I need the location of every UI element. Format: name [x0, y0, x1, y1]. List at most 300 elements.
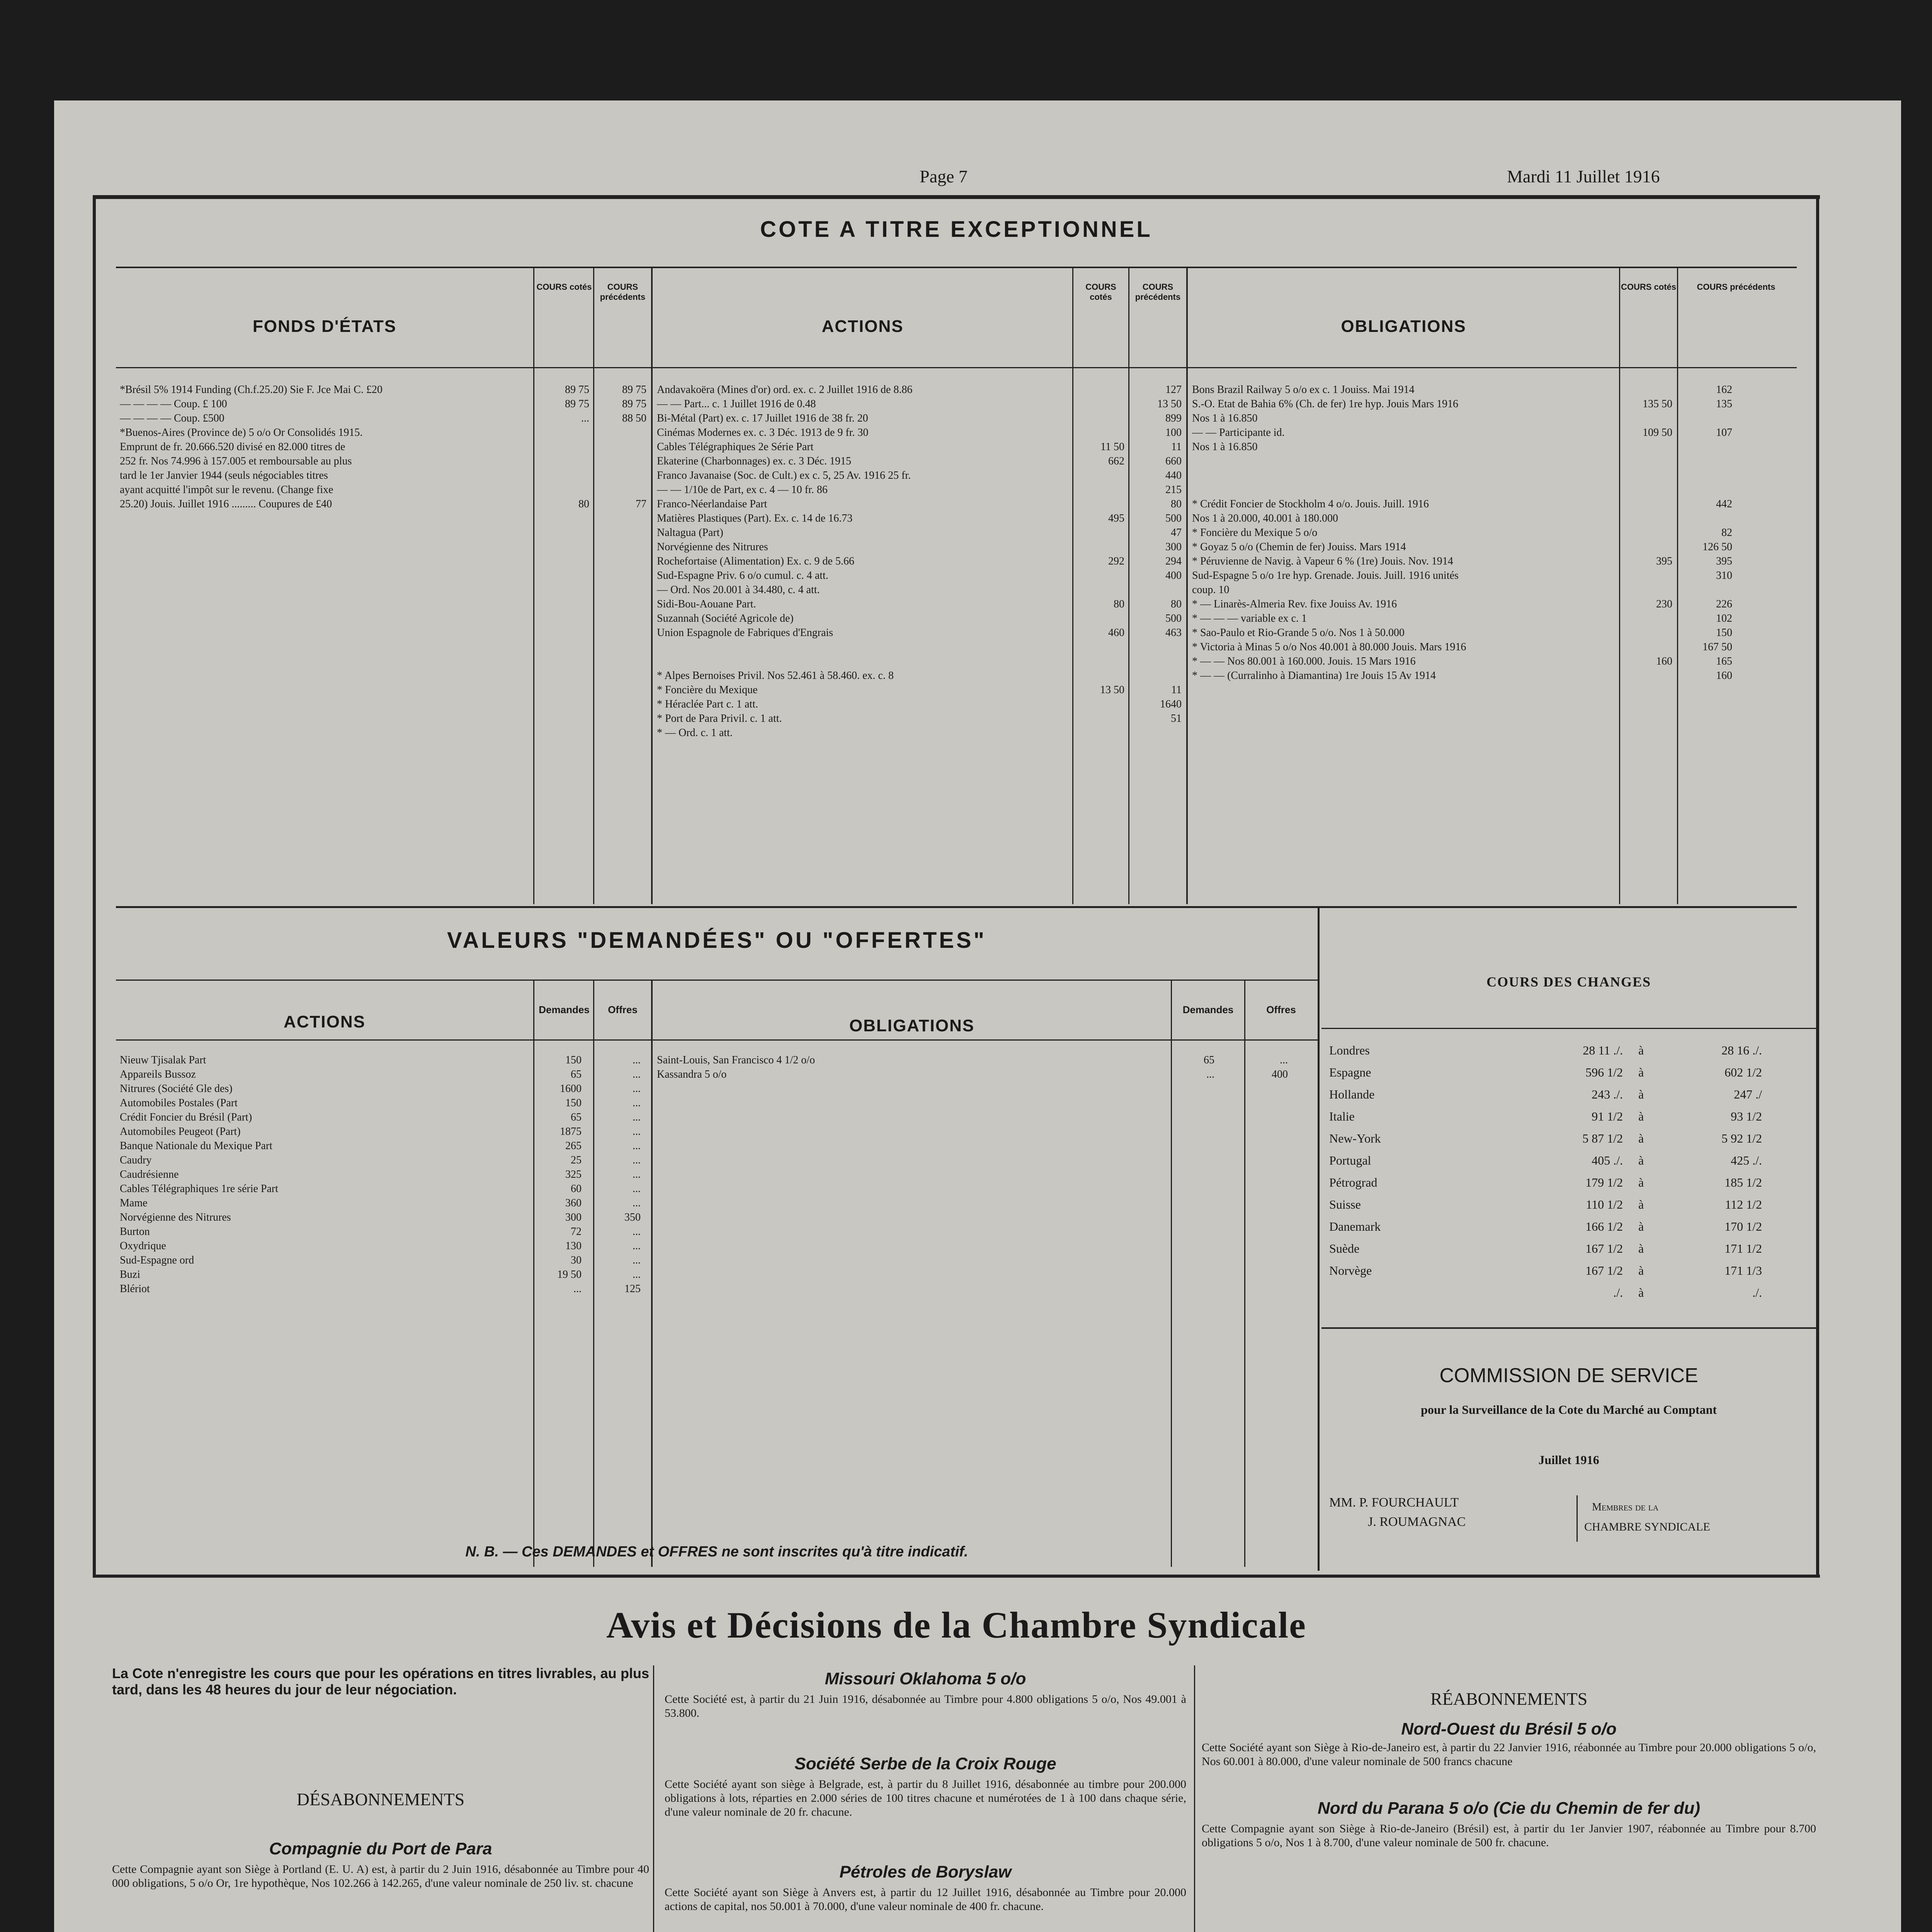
serbe-text: Cette Société ayant son siège à Belgrade, est, à partir du 8 Juillet 1916, désabonnée au timbre pour 200.000 obligations à lots, réparties en 2.000 séries de 100 titres chacune et numérotées de 1 à 100 dans chaque série, d'une valeur nominale de 20 fr. chacune. — [665, 1778, 1186, 1818]
actions-col-cotes: COURS cotés — [1085, 282, 1116, 302]
valeurs-demande-cell: 1600 — [560, 1083, 582, 1095]
change-sep: à — [1638, 1109, 1644, 1123]
actions-prec-cell: 1640 — [1160, 698, 1182, 710]
commission-rule — [1321, 1327, 1816, 1329]
oblig-cours-cell — [1620, 526, 1672, 540]
oblig-prec-cell — [1678, 468, 1732, 483]
oblig-row: * Foncière du Mexique 5 o/o — [1192, 527, 1318, 539]
actions-prec-cell: 51 — [1171, 713, 1182, 724]
change-sep: à — [1638, 1219, 1644, 1233]
change-sep: à — [1638, 1197, 1644, 1211]
actions-row: — — 1/10e de Part, ex c. 4 — 10 fr. 86 — [657, 484, 828, 496]
oblig-prec-cell: 135 — [1716, 398, 1732, 410]
oblig-cours-cell — [1620, 640, 1672, 654]
change-rate-b: 112 1/2 — [1725, 1197, 1762, 1211]
fonds-cours-cell — [535, 454, 589, 468]
valeurs-offre-cell: ... — [633, 1097, 641, 1109]
valeurs-demande-cell: 1875 — [560, 1126, 582, 1138]
oblig-prec-cell: 310 — [1716, 570, 1732, 582]
para-title: Compagnie du Port de Para — [269, 1839, 492, 1858]
valeurs-offre-cell: ... — [633, 1140, 641, 1152]
actions-cours-cell — [1073, 654, 1124, 668]
change-row — [1329, 1286, 1812, 1308]
valeurs-action-row: Oxydrique — [120, 1240, 166, 1252]
valeurs-demande-cell: 325 — [565, 1168, 582, 1180]
oblig-prec-cell — [1678, 411, 1732, 425]
oblig-list — [1192, 383, 1617, 683]
actions-row: Cables Télégraphiques 2e Série Part — [657, 441, 814, 453]
change-rate-b: ./. — [1752, 1286, 1762, 1299]
commission-name-1: MM. P. FOURCHAULT — [1329, 1495, 1459, 1510]
change-rate-a: 179 1/2 — [1585, 1175, 1623, 1189]
actions-row: Rochefortaise (Alimentation) Ex. c. 9 de 5.66 — [657, 555, 854, 567]
valeurs-action-row: Automobiles Postales (Part — [120, 1097, 238, 1109]
changes-rule — [1321, 1028, 1816, 1029]
change-rate-a: 28 11 ./. — [1583, 1043, 1623, 1057]
oblig-cours-cell: 109 50 — [1643, 427, 1672, 439]
oblig-prec-cell: 165 — [1716, 655, 1732, 667]
oblig-cours-cell — [1620, 440, 1672, 454]
change-sep: à — [1638, 1175, 1644, 1189]
actions-cours-cell — [1073, 697, 1124, 711]
actions-row: * Héraclée Part c. 1 att. — [657, 698, 758, 710]
para-text: Cette Compagnie ayant son Siège à Portland (E. U. A) est, à partir du 2 Juin 1916, désabonnée au Timbre pour 40 000 obligations, 5 o/o Or, 1re hypothèque, Nos 102.266 à 142.265, d'une valeur nominale de 250 liv. st. chacune — [112, 1863, 649, 1889]
change-rate-a: 110 1/2 — [1586, 1197, 1623, 1211]
div-3 — [651, 267, 653, 904]
change-rate-a: 91 1/2 — [1592, 1109, 1623, 1123]
actions-cours-cell: 11 50 — [1100, 441, 1124, 453]
valeurs-action-row: Banque Nationale du Mexique Part — [120, 1140, 273, 1152]
valeurs-offre-cell: ... — [633, 1183, 641, 1195]
oblig-cours-cell — [1620, 511, 1672, 526]
actions-row: — Ord. Nos 20.001 à 34.480, c. 4 att. — [657, 584, 820, 596]
fonds-prec-cell — [594, 440, 646, 454]
fonds-prec-cell — [594, 454, 646, 468]
oblig-prec-cell — [1678, 440, 1732, 454]
changes-table — [1329, 1043, 1812, 1308]
fonds-cours-cell — [535, 440, 589, 454]
actions-cours-cell: 460 — [1108, 627, 1124, 639]
valeurs-demande-cell: 150 — [565, 1097, 582, 1109]
nordouest-title: Nord-Ouest du Brésil 5 o/o — [1401, 1719, 1617, 1738]
oblig-prec-cell: 82 — [1721, 527, 1732, 539]
oblig-row — [1192, 483, 1617, 497]
actions-row: Franco-Néerlandaise Part — [657, 498, 767, 510]
valeurs-title: VALEURS "DEMANDÉES" OU "OFFERTES" — [447, 928, 987, 953]
valeurs-demande-cell: 130 — [565, 1240, 582, 1252]
valeurs-demande-cell: 19 50 — [557, 1269, 582, 1281]
oblig-row: * — Linarès-Almeria Rev. fixe Jouiss Av. 1916 — [1192, 598, 1397, 610]
oblig-cours-cell — [1620, 383, 1672, 397]
missouri-title: Missouri Oklahoma 5 o/o — [825, 1669, 1026, 1688]
actions-prec-cell: 11 — [1171, 441, 1182, 453]
change-sep: à — [1638, 1131, 1644, 1145]
oblig-cours-cell: 395 — [1656, 555, 1672, 567]
oblig-cours-cell — [1620, 468, 1672, 483]
oblig-prec-cell — [1678, 454, 1732, 468]
commission-brace — [1577, 1495, 1578, 1542]
fonds-prec-cell — [594, 468, 646, 483]
valeurs-demande-cell: ... — [573, 1283, 582, 1295]
desab-head: DÉSABONNEMENTS — [296, 1789, 465, 1809]
valeurs-offre-cell: ... — [633, 1083, 641, 1095]
change-row — [1329, 1109, 1812, 1131]
oblig-row: * — — Nos 80.001 à 160.000. Jouis. 15 Mars 1916 — [1192, 655, 1416, 667]
valeurs-action-row: Nitrures (Société Gle des) — [120, 1083, 233, 1095]
actions-prec-cell — [1129, 668, 1182, 683]
oblig-cours-cell — [1620, 497, 1672, 511]
oblig-prec-cell: 226 — [1716, 598, 1732, 610]
avis-div-1 — [653, 1665, 654, 1932]
commission-role-2: CHAMBRE SYNDICALE — [1584, 1520, 1710, 1533]
oblig-col-prec: COURS précédents — [1697, 282, 1776, 292]
valeurs-action-row: Caudry — [120, 1154, 152, 1166]
actions-prec-cell: 300 — [1165, 541, 1182, 553]
actions-row: Naltagua (Part) — [657, 527, 723, 539]
actions-row: Bi-Métal (Part) ex. c. 17 Juillet 1916 de 38 fr. 20 — [657, 412, 868, 424]
fonds-row: Emprunt de fr. 20.666.520 divisé en 82.000 titres de — [120, 441, 345, 453]
fonds-prec-cell — [594, 425, 646, 440]
valeurs-offre-cell: ... — [633, 1197, 641, 1209]
fonds-row: *Buenos-Aires (Province de) 5 o/o Or Consolidés 1915. — [120, 427, 363, 439]
actions-cours-cell — [1073, 425, 1124, 440]
valeurs-demande-cell: 300 — [565, 1211, 582, 1223]
oblig-row: * Goyaz 5 o/o (Chemin de fer) Jouiss. Mars 1914 — [1192, 541, 1406, 553]
right-rule — [1816, 195, 1819, 1575]
valeurs-oblig-demandes: Demandes — [1182, 1004, 1234, 1015]
fonds-list — [120, 383, 531, 511]
change-rate-b: 171 1/2 — [1725, 1242, 1762, 1255]
valeurs-action-row: Automobiles Peugeot (Part) — [120, 1126, 241, 1138]
change-place: Norvège — [1329, 1264, 1372, 1277]
oblig-row: coup. 10 — [1192, 584, 1230, 596]
valeurs-right-rule — [1318, 906, 1320, 1571]
oblig-row: * Crédit Foncier de Stockholm 4 o/o. Jouis. Juill. 1916 — [1192, 498, 1429, 510]
actions-row: Norvégienne des Nitrures — [657, 541, 768, 553]
actions-row — [657, 654, 1070, 668]
valeurs-oblig-row: Kassandra 5 o/o — [657, 1068, 727, 1080]
valeurs-offre-cell: ... — [633, 1269, 641, 1281]
oblig-row: Nos 1 à 16.850 — [1192, 412, 1258, 424]
change-place: Londres — [1329, 1043, 1370, 1057]
oblig-cours-cell: 160 — [1656, 655, 1672, 667]
oblig-prec-cell: 150 — [1716, 627, 1732, 639]
actions-cours-cell — [1073, 540, 1124, 554]
actions-row: Sidi-Bou-Aouane Part. — [657, 598, 756, 610]
actions-col-prec: COURS précédents — [1135, 282, 1181, 302]
change-rate-a: 596 1/2 — [1585, 1065, 1623, 1079]
obligations-head: OBLIGATIONS — [1341, 317, 1466, 336]
top-rule — [93, 195, 1820, 199]
change-rate-b: 171 1/3 — [1725, 1264, 1762, 1277]
oblig-row: * — — (Curralinho à Diamantina) 1re Jouis 15 Av 1914 — [1192, 670, 1436, 682]
actions-prec-cell — [1129, 640, 1182, 654]
change-rate-b: 93 1/2 — [1731, 1109, 1762, 1123]
valeurs-actions-offres — [594, 1053, 641, 1296]
newspaper-page — [54, 100, 1901, 1932]
actions-cours-cell — [1073, 668, 1124, 683]
fonds-row: 252 fr. Nos 74.996 à 157.005 et remboursable au plus — [120, 455, 352, 467]
valeurs-demande-cell: 65 — [571, 1068, 582, 1080]
actions-cours-cell: 662 — [1108, 455, 1124, 467]
valeurs-top-rule — [116, 906, 1797, 908]
change-sep: à — [1638, 1065, 1644, 1079]
change-place: Suisse — [1329, 1197, 1361, 1211]
fonds-cours-cell — [535, 425, 589, 440]
oblig-cours-col — [1620, 383, 1672, 683]
actions-row: * Alpes Bernoises Privil. Nos 52.461 à 58.460. ex. c. 8 — [657, 670, 894, 682]
fonds-prec-cell: 77 — [636, 498, 646, 510]
oblig-row: Sud-Espagne 5 o/o 1re hyp. Grenade. Jouis. Juill. 1916 unités — [1192, 570, 1459, 582]
oblig-cours-cell: 230 — [1656, 598, 1672, 610]
actions-prec-cell: 80 — [1171, 498, 1182, 510]
valeurs-demande-cell: 360 — [565, 1197, 582, 1209]
change-row — [1329, 1065, 1812, 1087]
change-place: Pétrograd — [1329, 1175, 1378, 1189]
oblig-prec-cell: 126 50 — [1702, 541, 1732, 553]
vdiv-3 — [651, 980, 653, 1567]
actions-cours-cell — [1073, 640, 1124, 654]
valeurs-offre-cell: ... — [633, 1240, 641, 1252]
change-place: Suède — [1329, 1242, 1360, 1255]
valeurs-oblig-demande-cell: 65 — [1204, 1054, 1214, 1066]
nordouest-text: Cette Société ayant son Siège à Rio-de-Janeiro est, à partir du 22 Janvier 1916, réabonnée au Timbre pour 20.000 obligations 5 o/o, Nos 60.001 à 80.000, d'une valeur nominale de 500 francs chacune — [1202, 1741, 1816, 1768]
valeurs-offre-cell: ... — [633, 1068, 641, 1080]
oblig-row: * — — — variable ex c. 1 — [1192, 612, 1307, 624]
oblig-row: — — Participante id. — [1192, 427, 1285, 439]
actions-row: — — Part... c. 1 Juillet 1916 de 0.48 — [657, 398, 816, 410]
change-place: Portugal — [1329, 1153, 1371, 1167]
actions-prec-cell: 294 — [1165, 555, 1182, 567]
valeurs-col-demandes: Demandes — [539, 1004, 590, 1015]
change-rate-b: 5 92 1/2 — [1721, 1131, 1762, 1145]
valeurs-action-row: Mame — [120, 1197, 148, 1209]
change-sep: à — [1638, 1242, 1644, 1255]
actions-row: * Foncière du Mexique — [657, 684, 758, 696]
cote-title: COTE A TITRE EXCEPTIONNEL — [760, 217, 1153, 242]
fonds-prec-cell: 89 75 — [622, 384, 646, 396]
change-sep: à — [1638, 1153, 1644, 1167]
actions-prec-cell: 500 — [1165, 612, 1182, 624]
oblig-row — [1192, 454, 1617, 468]
valeurs-offre-cell: ... — [633, 1111, 641, 1123]
actions-cours-cell — [1073, 611, 1124, 626]
borys-title: Pétroles de Boryslaw — [839, 1862, 1012, 1881]
fonds-prec-col — [594, 383, 646, 511]
commission-month: Juillet 1916 — [1538, 1453, 1599, 1467]
valeurs-oblig-offre-cell: 400 — [1272, 1068, 1288, 1080]
actions-head: ACTIONS — [821, 317, 904, 336]
valeurs-action-row: Crédit Foncier du Brésil (Part) — [120, 1111, 252, 1123]
fonds-cours-cell: 80 — [578, 498, 589, 510]
valeurs-col-offres: Offres — [608, 1004, 638, 1015]
fonds-col-cotes: COURS cotés — [536, 282, 592, 292]
fonds-prec-cell — [594, 483, 646, 497]
oblig-prec-col — [1678, 383, 1732, 683]
actions-cours-cell — [1073, 497, 1124, 511]
change-rate-a: 405 ./. — [1592, 1153, 1623, 1167]
actions-cours-cell — [1073, 411, 1124, 425]
valeurs-action-row: Blériot — [120, 1283, 150, 1295]
vdiv-1 — [533, 980, 534, 1567]
oblig-prec-cell: 442 — [1716, 498, 1732, 510]
oblig-cours-cell — [1620, 626, 1672, 640]
change-rate-b: 602 1/2 — [1725, 1065, 1762, 1079]
change-place: New-York — [1329, 1131, 1381, 1145]
oblig-row: S.-O. Etat de Bahia 6% (Ch. de fer) 1re hyp. Jouis Mars 1916 — [1192, 398, 1458, 410]
oblig-cours-cell — [1620, 411, 1672, 425]
change-row — [1329, 1175, 1812, 1197]
actions-row: Suzannah (Société Agricole de) — [657, 612, 794, 624]
valeurs-offre-cell: 125 — [624, 1283, 641, 1295]
valeurs-offre-cell: ... — [633, 1254, 641, 1266]
oblig-cours-cell — [1620, 668, 1672, 683]
valeurs-oblig-offres-col — [1245, 1053, 1288, 1082]
valeurs-note: N. B. — Ces DEMANDES et OFFRES ne sont inscrites qu'à titre indicatif. — [465, 1544, 968, 1560]
actions-cours-cell — [1073, 483, 1124, 497]
actions-row — [657, 640, 1070, 654]
actions-row: Cinémas Modernes ex. c. 3 Déc. 1913 de 9 fr. 30 — [657, 427, 869, 439]
commission-subtitle: pour la Surveillance de la Cote du Marché au Comptant — [1421, 1403, 1717, 1417]
change-rate-a: 167 1/2 — [1585, 1242, 1623, 1255]
change-place: Hollande — [1329, 1087, 1375, 1101]
valeurs-oblig-offres: Offres — [1266, 1004, 1296, 1015]
actions-cours-cell — [1073, 726, 1124, 740]
oblig-prec-cell: 102 — [1716, 612, 1732, 624]
change-sep: à — [1638, 1264, 1644, 1277]
page-number: Page 7 — [920, 167, 968, 186]
valeurs-head-rule — [116, 1039, 1318, 1041]
oblig-row: Nos 1 à 20.000, 40.001 à 180.000 — [1192, 512, 1338, 524]
actions-row: Sud-Espagne Priv. 6 o/o cumul. c. 4 att. — [657, 570, 828, 582]
actions-cours-cell: 13 50 — [1100, 684, 1124, 696]
missouri-text: Cette Société est, à partir du 21 Juin 1916, désabonnée au Timbre pour 4.800 obligations 5 o/o, Nos 49.001 à 53.800. — [665, 1693, 1186, 1719]
oblig-prec-cell — [1678, 583, 1732, 597]
valeurs-offre-cell: ... — [633, 1054, 641, 1066]
actions-cours-cell — [1073, 468, 1124, 483]
actions-cours-cell — [1073, 711, 1124, 726]
oblig-prec-cell: 167 50 — [1702, 641, 1732, 653]
valeurs-oblig-list — [657, 1053, 1167, 1082]
fonds-cours-cell: 89 75 — [565, 384, 589, 396]
actions-prec-cell: 440 — [1165, 469, 1182, 481]
actions-prec-cell: 100 — [1165, 427, 1182, 439]
change-rate-b: 28 16 ./. — [1721, 1043, 1762, 1057]
change-row — [1329, 1043, 1812, 1065]
valeurs-actions-list — [120, 1053, 531, 1296]
fonds-row: *Brésil 5% 1914 Funding (Ch.f.25.20) Sie F. Jce Mai C. £20 — [120, 384, 383, 396]
valeurs-action-row: Cables Télégraphiques 1re série Part — [120, 1183, 279, 1195]
fonds-cours-cell — [535, 468, 589, 483]
commission-name-2: J. ROUMAGNAC — [1368, 1515, 1466, 1529]
actions-cours-cell: 80 — [1114, 598, 1124, 610]
oblig-prec-cell: 395 — [1716, 555, 1732, 567]
actions-prec-cell: 899 — [1165, 412, 1182, 424]
fonds-row: — — — — Coup. £ 100 — [120, 398, 227, 410]
oblig-row — [1192, 468, 1617, 483]
cote-rule — [116, 267, 1797, 268]
change-sep: à — [1638, 1087, 1644, 1101]
actions-row: * Port de Para Privil. c. 1 att. — [657, 713, 782, 724]
valeurs-action-row: Appareils Bussoz — [120, 1068, 196, 1080]
actions-row: Andavakoëra (Mines d'or) ord. ex. c. 2 Juillet 1916 de 8.86 — [657, 384, 913, 396]
valeurs-demande-cell: 30 — [571, 1254, 582, 1266]
actions-prec-cell — [1129, 726, 1182, 740]
valeurs-demande-cell: 65 — [571, 1111, 582, 1123]
actions-prec-cell: 13 50 — [1157, 398, 1182, 410]
valeurs-demande-cell: 265 — [565, 1140, 582, 1152]
actions-cours-cell — [1073, 383, 1124, 397]
oblig-row: * Péruvienne de Navig. à Vapeur 6 % (1re) Jouis. Nov. 1914 — [1192, 555, 1453, 567]
change-rate-a: 166 1/2 — [1585, 1219, 1623, 1233]
change-rate-b: 185 1/2 — [1725, 1175, 1762, 1189]
oblig-prec-cell: 160 — [1716, 670, 1732, 682]
change-row — [1329, 1153, 1812, 1175]
valeurs-oblig-demandes-col — [1172, 1053, 1214, 1082]
actions-prec-col — [1129, 383, 1182, 740]
actions-prec-cell: 47 — [1171, 527, 1182, 539]
fonds-cours-cell: 89 75 — [565, 398, 589, 410]
actions-cours-col — [1073, 383, 1124, 740]
change-row — [1329, 1131, 1812, 1153]
fonds-cours-col — [535, 383, 589, 511]
actions-prec-cell — [1129, 654, 1182, 668]
cote-head-rule — [116, 367, 1797, 368]
commission-role-1: Membres de la — [1592, 1501, 1659, 1513]
actions-cours-cell — [1073, 397, 1124, 411]
reab-head: RÉABONNEMENTS — [1430, 1689, 1588, 1709]
fonds-row: tard le 1er Janvier 1944 (seuls négociables titres — [120, 469, 328, 481]
valeurs-offre-cell: ... — [633, 1126, 641, 1138]
fonds-prec-cell: 89 75 — [622, 398, 646, 410]
change-row — [1329, 1264, 1812, 1286]
valeurs-demande-cell: 72 — [571, 1226, 582, 1238]
change-rate-a: ./. — [1613, 1286, 1623, 1299]
actions-cours-cell — [1073, 526, 1124, 540]
oblig-col-cotes: COURS cotés — [1621, 282, 1677, 292]
change-row — [1329, 1219, 1812, 1242]
parana-title: Nord du Parana 5 o/o (Cie du Chemin de fer du) — [1317, 1799, 1701, 1818]
oblig-prec-cell — [1678, 511, 1732, 526]
actions-cours-cell: 292 — [1108, 555, 1124, 567]
valeurs-action-row: Norvégienne des Nitrures — [120, 1211, 231, 1223]
avis-intro: La Cote n'enregistre les cours que pour les opérations en titres livrables, au plus tard, dans les 48 heures du jour de leur négociation. — [112, 1665, 649, 1697]
fonds-cours-cell — [535, 483, 589, 497]
actions-cours-cell — [1073, 568, 1124, 583]
change-rate-b: 247 ./ — [1734, 1087, 1762, 1101]
valeurs-action-row: Buzi — [120, 1269, 140, 1281]
valeurs-head-top — [116, 980, 1318, 981]
actions-prec-cell: 127 — [1165, 384, 1182, 396]
oblig-row: * Sao-Paulo et Rio-Grande 5 o/o. Nos 1 à 50.000 — [1192, 627, 1405, 639]
actions-prec-cell — [1129, 583, 1182, 597]
bottom-box-rule — [93, 1575, 1820, 1578]
actions-cours-cell — [1073, 583, 1124, 597]
change-sep: à — [1638, 1286, 1644, 1299]
change-place: Italie — [1329, 1109, 1355, 1123]
oblig-row: Nos 1 à 16.850 — [1192, 441, 1258, 453]
fonds-row: 25.20) Jouis. Juillet 1916 ......... Coupures de £40 — [120, 498, 332, 510]
valeurs-demande-cell: 25 — [571, 1154, 582, 1166]
valeurs-actions-head: ACTIONS — [284, 1012, 366, 1031]
valeurs-demande-cell: 150 — [565, 1054, 582, 1066]
fonds-row: ayant acquitté l'impôt sur le revenu. (Change fixe — [120, 484, 333, 496]
change-row — [1329, 1087, 1812, 1109]
actions-prec-cell: 80 — [1171, 598, 1182, 610]
valeurs-offre-cell: ... — [633, 1154, 641, 1166]
valeurs-demande-cell: 60 — [571, 1183, 582, 1195]
oblig-cours-cell — [1620, 583, 1672, 597]
